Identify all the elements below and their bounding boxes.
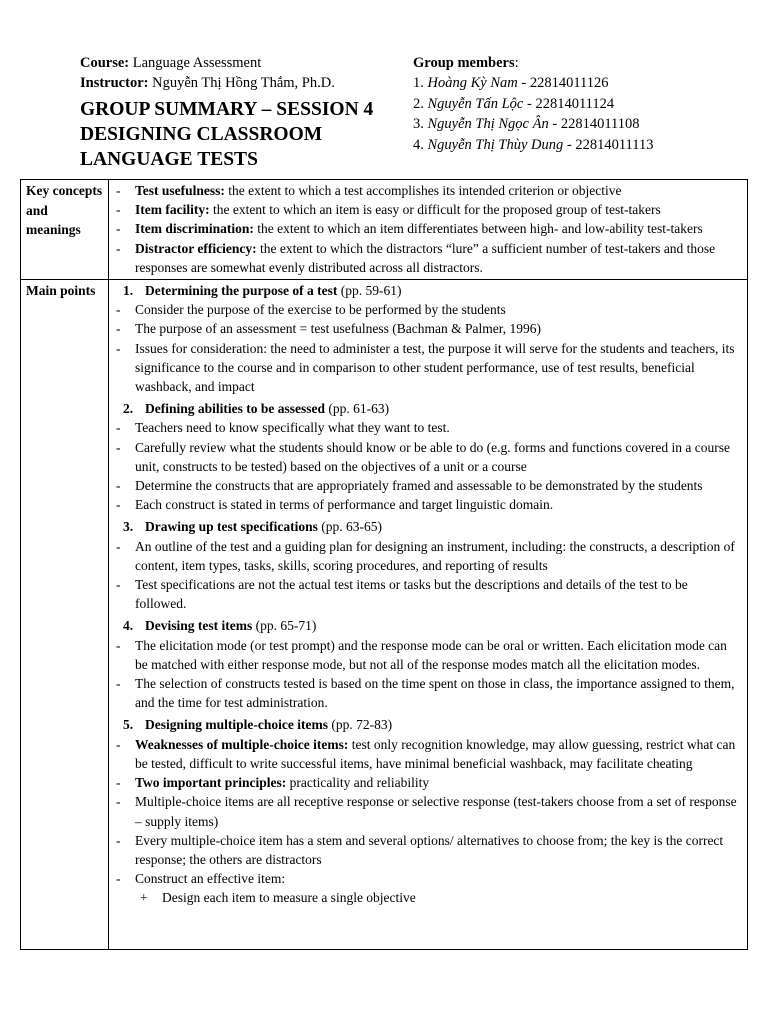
course-line [80,53,410,73]
sub-list-item: + Design each item to measure a single objective [113,888,739,907]
member-3: 3. Nguyễn Thị Ngọc Ân - 22814011108 [413,116,640,132]
list-item: - Consider the purpose of the exercise to be performed by the students [113,300,739,319]
concept-definition: the extent to which an item is easy or difficult for the proposed group of test-takers [209,202,661,218]
section-heading: 3. Drawing up test specifications (pp. 63-65) [123,519,382,535]
section-pages: (pp. 61-63) [325,401,390,417]
list-item: - The selection of constructs tested is based on the time spent on those in class, the importance assigned to them, and the time for test administration. [113,674,739,712]
member-name: Nguyễn Thị Ngọc Ân [427,116,549,132]
concept-definition: the extent to which an item differentiates between high- and low-ability test-takers [253,221,703,237]
list-item: - Teachers need to know specifically what they want to test. [113,418,739,437]
list-item: - Test specifications are not the actual test items or tasks but the descriptions and details of the test to be followed. [113,575,739,613]
list-item: - An outline of the test and a guiding plan for designing an instrument, including: the constructs, a description of content, item types, tasks, skills, scoring procedures, and reporting of results [113,537,739,575]
list-item: - Issues for consideration: the need to administer a test, the purpose it will serve for the students and teachers, its significance to the course and in comparison to other student performance, use of test results, beneficial washback, and impact [113,339,739,397]
list-item [113,735,739,773]
section-pages: (pp. 63-65) [317,519,382,535]
key-concepts-row [21,180,748,280]
concept-definition: the extent to which a test accomplishes its intended criterion or objective [224,183,622,198]
concept-term: Distractor efficiency: [135,240,257,256]
concept-term: Item discrimination: [135,221,254,237]
list-item: - Each construct is stated in terms of performance and target linguistic domain. [113,495,739,514]
document-title-line-1: GROUP SUMMARY – SESSION 4 [80,99,374,120]
document-title-line-3: LANGUAGE TESTS [80,149,258,170]
member-4: 4. Nguyễn Thị Thùy Dung - 22814011113 [413,136,654,153]
section-pages: (pp. 65-71) [252,618,317,634]
concept-item [113,239,739,277]
course-value: Language Assessment [132,55,262,71]
list-item: - Multiple-choice items are all receptive response or selective response (test-takers choose from a set of response – supply items) [113,792,739,830]
concept-term: Test usefulness: [135,183,225,198]
member-id: - 22814011126 [517,75,609,91]
member-1: 1. Hoàng Kỳ Nam - 22814011126 [413,75,609,91]
section-heading: 4. Devising test items (pp. 65-71) [123,618,317,634]
section-heading: 5. Designing multiple-choice items (pp. 72-83) [123,717,393,733]
item-term: Two important principles: [135,775,287,791]
member-name: Nguyễn Thị Thùy Dung [427,136,564,153]
instructor-value: Nguyễn Thị Hồng Thắm, Ph.D. [152,75,335,91]
member-id: - 22814011124 [523,95,615,112]
concept-item [113,181,739,200]
section-pages: (pp. 59-61) [337,283,402,299]
item-term: Weaknesses of multiple-choice items: [135,736,349,752]
document-title-line-2: DESIGNING CLASSROOM [80,124,323,145]
main-points-row [21,280,748,950]
list-item: - Determine the constructs that are appropriately framed and assessable to be demonstrated by the students [113,476,739,495]
concept-definition: the extent to which the distractors “lure” a sufficient number of test-takers and those responses are somewhat evenly distributed across all distractors. [135,240,716,275]
member-name: Nguyễn Tấn Lộc [427,95,524,112]
key-concepts-label: Key concepts and meanings [21,180,109,280]
course-label: Course: [80,55,130,71]
group-members [413,53,743,155]
concept-item [113,219,739,238]
member-id: - 22814011108 [548,116,640,132]
list-item: - The elicitation mode (or test prompt) and the response mode can be oral or written. Each elicitation mode can be matched with either response mode, but not all of the response modes match all the elicitation modes. [113,636,739,674]
member-2: 2. Nguyễn Tấn Lộc - 22814011124 [413,95,615,112]
header-left [80,53,410,172]
list-item [113,773,739,792]
list-item: - Carefully review what the students should know or be able to do (e.g. forms and functions covered in a course unit, constructs to be tested) based on the objectives of a unit or a course [113,438,739,476]
item-definition: test only recognition knowledge, may allow guessing, restrict what can be tested, difficult to write successful items, have minimal beneficial washback, may facilitate cheating [135,736,736,771]
concept-item [113,200,739,219]
summary-table [20,179,748,950]
main-points-label: Main points [21,280,109,950]
concept-term: Item facility: [135,202,210,218]
list-item: - Every multiple-choice item has a stem and several options/ alternatives to choose from; the key is the correct response; the others are distractors [113,831,739,869]
group-members-heading: Group members: [413,55,519,71]
member-id: - 22814011113 [563,136,654,153]
instructor-label: Instructor: [80,75,149,91]
list-item: - Construct an effective item: [113,869,739,888]
list-item: - The purpose of an assessment = test usefulness (Bachman & Palmer, 1996) [113,319,739,338]
section-heading: 1. Determining the purpose of a test (pp. 59-61) [123,283,402,299]
section-pages: (pp. 72-83) [327,717,393,733]
item-definition: practicality and reliability [286,775,430,791]
member-name: Hoàng Kỳ Nam [427,75,518,91]
main-points-content [109,280,748,950]
key-concepts-content [109,180,748,280]
section-heading: 2. Defining abilities to be assessed (pp. 61-63) [123,401,390,417]
instructor-line [80,73,410,93]
